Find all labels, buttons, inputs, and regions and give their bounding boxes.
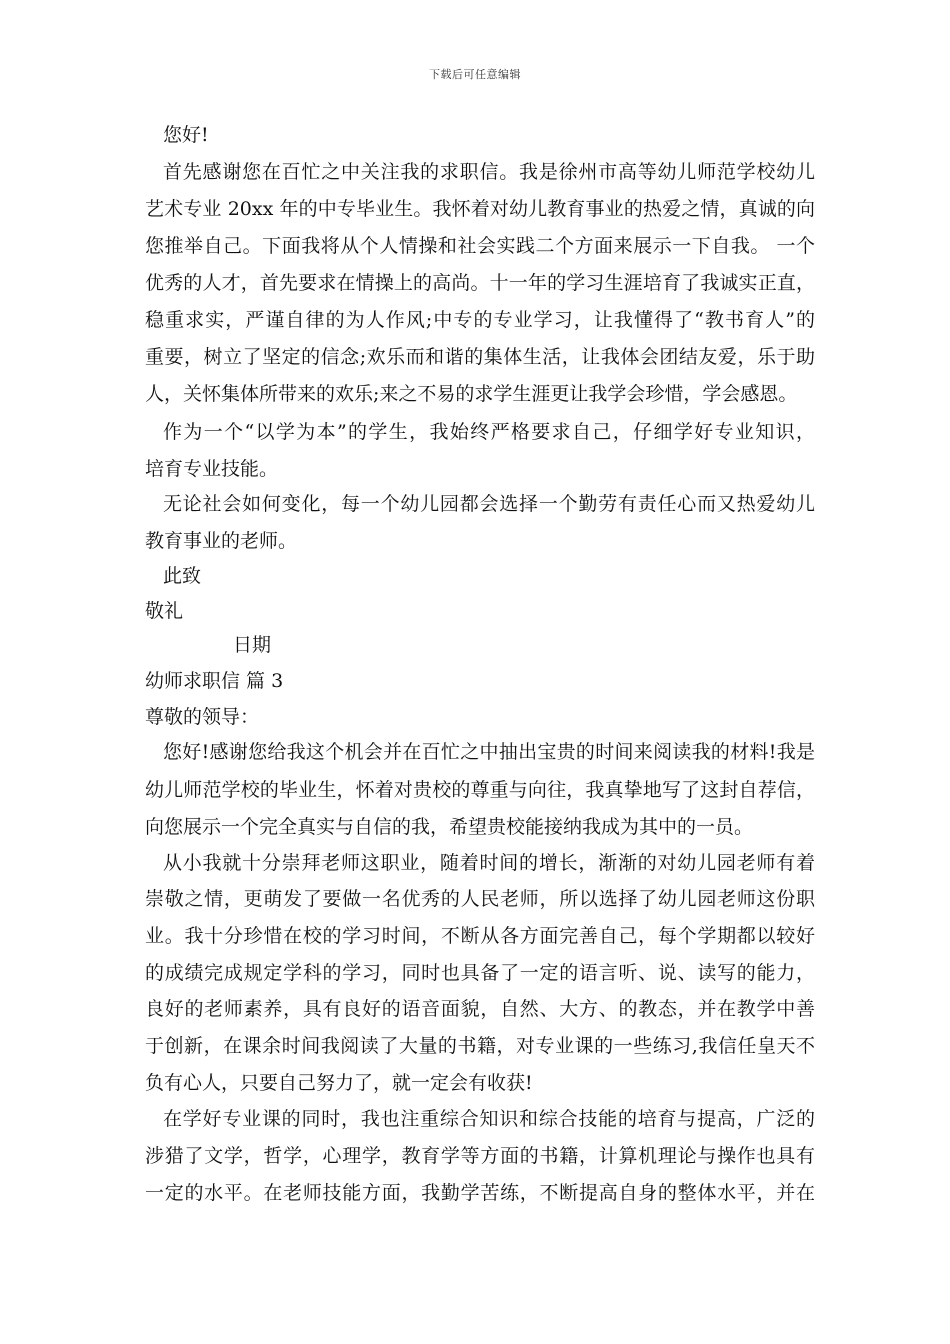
paragraph-line: 在学好专业课的同时，我也注重综合知识和综合技能的培育与提高，广泛的: [163, 1108, 815, 1130]
greeting-line: 您好!: [163, 124, 209, 146]
paragraph-line: 幼儿师范学校的毕业生，怀着对贵校的尊重与向往，我真挚地写了这封自荐信，: [145, 779, 815, 801]
paragraph-line: 培育专业技能。: [145, 458, 279, 480]
paragraph-line: 业。我十分珍惜在校的学习时间，不断从各方面完善自己，每个学期都以较好: [145, 925, 815, 947]
paragraph-line: 无论社会如何变化，每一个幼儿园都会选择一个勤劳有责任心而又热爱幼儿: [163, 493, 815, 515]
paragraph-line: 稳重求实，严谨自律的为人作风;中专的专业学习，让我懂得了“教书育人”的: [145, 309, 815, 331]
paragraph-line: 人，关怀集体所带来的欢乐;来之不易的求学生涯更让我学会珍惜，学会感恩。: [145, 383, 798, 405]
paragraph-line: 于创新，在课余时间我阅读了大量的书籍，对专业课的一些练习,我信任皇天不: [145, 1035, 815, 1057]
paragraph-line: 作为一个“以学为本”的学生，我始终严格要求自己，仔细学好专业知识，: [163, 421, 815, 443]
paragraph-line: 涉猎了文学，哲学，心理学，教育学等方面的书籍，计算机理论与操作也具有: [145, 1145, 815, 1167]
paragraph-line: 良好的老师素养，具有良好的语音面貌，自然、大方、的教态，并在教学中善: [145, 998, 815, 1020]
paragraph-line: 艺术专业 20xx 年的中专毕业生。我怀着对幼儿教育事业的热爱之情，真诚的向: [145, 198, 815, 220]
paragraph-line: 一定的水平。在老师技能方面，我勤学苦练，不断提高自身的整体水平，并在: [145, 1182, 815, 1204]
paragraph-line: 您推举自己。下面我将从个人情操和社会实践二个方面来展示一下自我。 一个: [145, 235, 815, 257]
page-header: 下载后可任意编辑: [429, 68, 521, 81]
paragraph-line: 从小我就十分崇拜老师这职业，随着时间的增长，渐渐的对幼儿园老师有着: [163, 852, 815, 874]
paragraph-line: 教育事业的老师。: [145, 530, 298, 552]
paragraph-line: 负有心人，只要自己努力了，就一定会有收获!: [145, 1072, 533, 1094]
salutation-line: 尊敬的领导：: [145, 706, 260, 728]
paragraph-line: 崇敬之情，更萌发了要做一名优秀的人民老师，所以选择了幼儿园老师这份职: [145, 888, 815, 910]
paragraph-line: 优秀的人才，首先要求在情操上的高尚。十一年的学习生涯培育了我诚实正直，: [145, 272, 815, 294]
paragraph-line: 您好!感谢您给我这个机会并在百忙之中抽出宝贵的时间来阅读我的材料!我是: [163, 741, 815, 763]
section-heading: 幼师求职信 篇 3: [145, 670, 284, 692]
paragraph-line: 的成绩完成规定学科的学习，同时也具备了一定的语言听、说、读写的能力，: [145, 962, 815, 984]
paragraph-line: 重要，树立了坚定的信念;欢乐而和谐的集体生活，让我体会团结友爱，乐于助: [145, 346, 815, 368]
paragraph-line: 首先感谢您在百忙之中关注我的求职信。我是徐州市高等幼儿师范学校幼儿: [163, 161, 815, 183]
date-line: 日期: [233, 634, 272, 656]
closing-line: 敬礼: [145, 600, 184, 622]
paragraph-line: 向您展示一个完全真实与自信的我，希望贵校能接纳我成为其中的一员。: [145, 816, 754, 838]
closing-line: 此致: [163, 565, 202, 587]
